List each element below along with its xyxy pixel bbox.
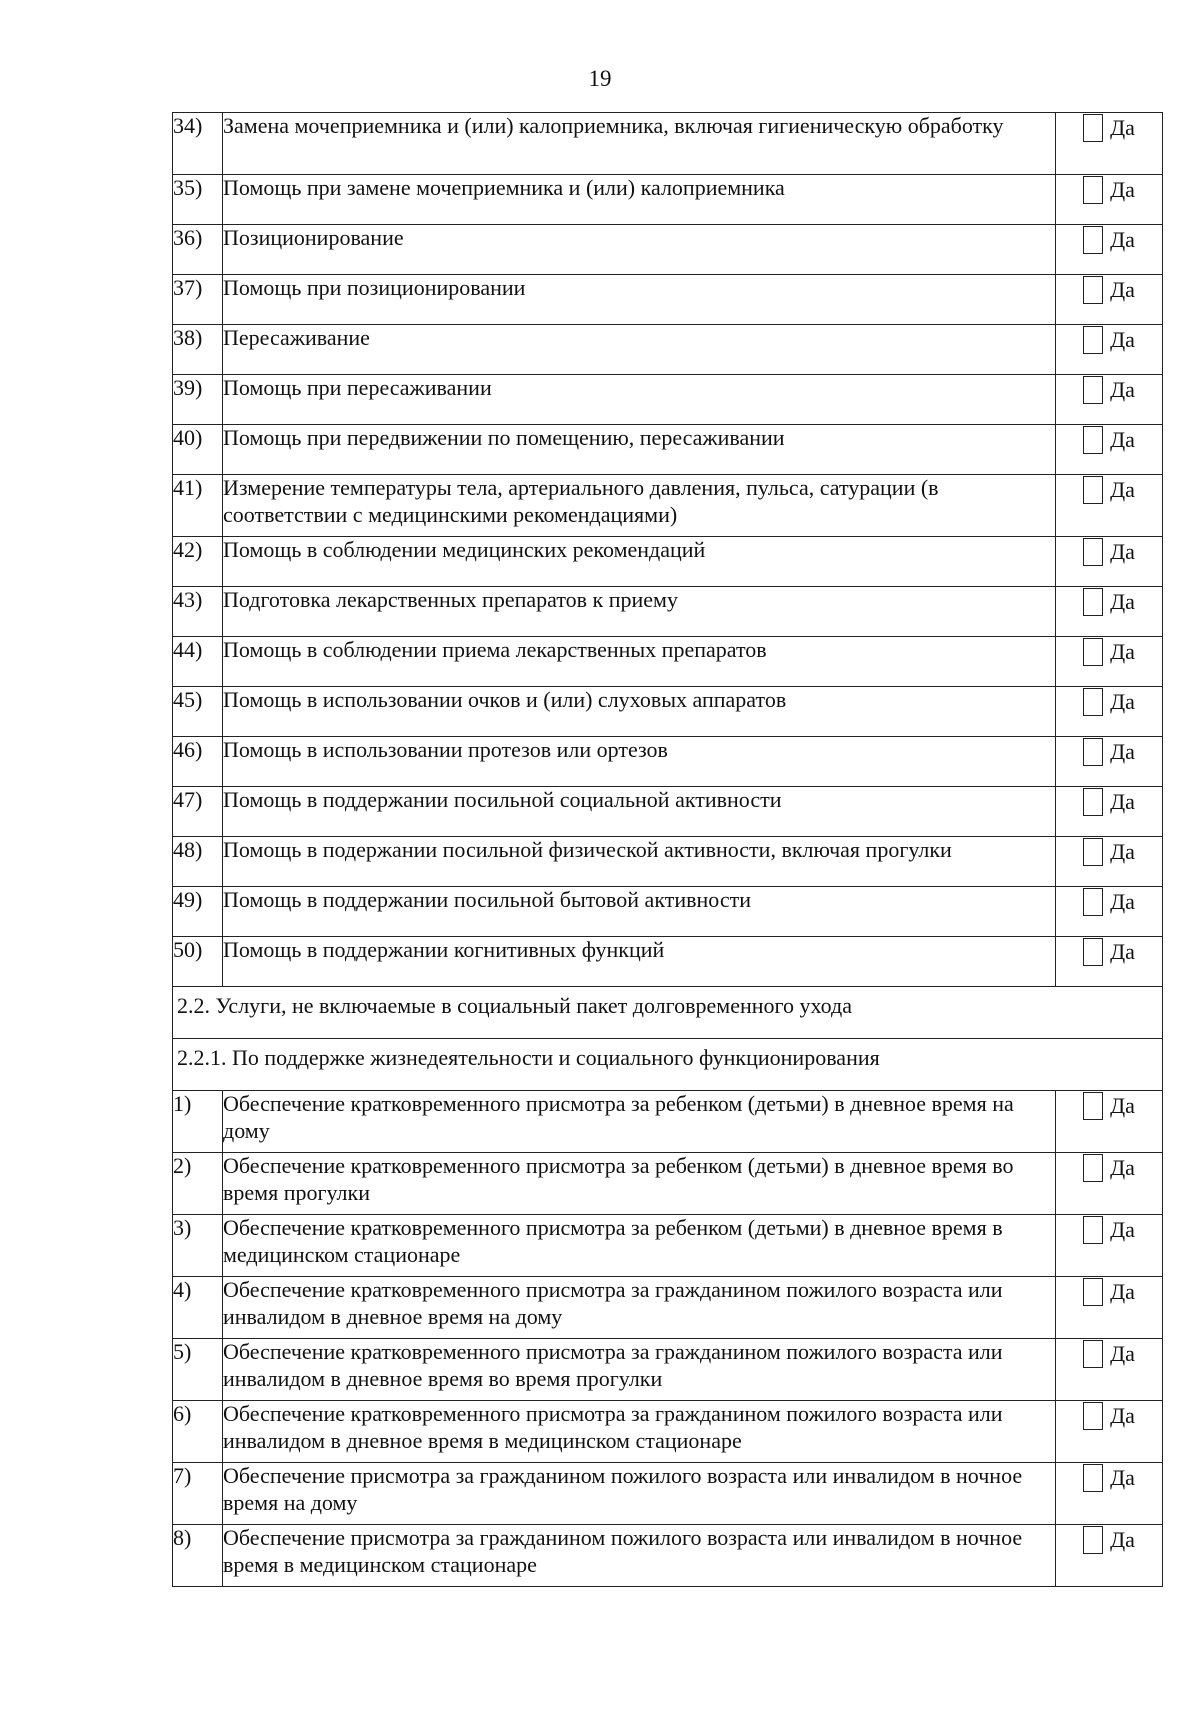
item-number: 36)	[173, 225, 223, 275]
item-number: 3)	[173, 1215, 223, 1277]
table-row	[173, 837, 1163, 887]
yes-label: Да	[1110, 1464, 1135, 1490]
yes-option[interactable]	[1056, 587, 1163, 637]
page-number: 19	[588, 66, 612, 91]
yes-label: Да	[1110, 938, 1135, 964]
item-number: 8)	[173, 1525, 223, 1587]
table-row	[173, 1463, 1163, 1525]
item-number: 34)	[173, 113, 223, 175]
yes-label: Да	[1110, 788, 1135, 814]
yes-option[interactable]	[1056, 225, 1163, 275]
item-text: Измерение температуры тела, артериального давления, пульса, сатурации (в соответствии с медицинскими рекомендациями)	[223, 475, 1056, 537]
item-number: 5)	[173, 1339, 223, 1401]
yes-label: Да	[1110, 376, 1135, 402]
item-number: 35)	[173, 175, 223, 225]
yes-option[interactable]	[1056, 1215, 1163, 1277]
table-row	[173, 375, 1163, 425]
item-text: Помощь в соблюдении медицинских рекомендаций	[223, 537, 1056, 587]
section-row	[173, 1039, 1163, 1091]
item-text: Обеспечение кратковременного присмотра за ребенком (детьми) в дневное время во время прогулки	[223, 1153, 1056, 1215]
yes-label: Да	[1110, 226, 1135, 252]
yes-label: Да	[1110, 1092, 1135, 1118]
yes-label: Да	[1110, 688, 1135, 714]
yes-label: Да	[1110, 1216, 1135, 1242]
item-number: 47)	[173, 787, 223, 837]
checkbox[interactable]	[1083, 114, 1103, 142]
yes-option[interactable]	[1056, 1091, 1163, 1153]
yes-option[interactable]	[1056, 1525, 1163, 1587]
checkbox[interactable]	[1083, 638, 1103, 666]
item-text: Обеспечение присмотра за гражданином пожилого возраста или инвалидом в ночное время в медицинском стационаре	[223, 1525, 1056, 1587]
item-text: Помощь при замене мочеприемника и (или) калоприемника	[223, 175, 1056, 225]
yes-label: Да	[1110, 1526, 1135, 1552]
checkbox[interactable]	[1083, 1526, 1103, 1554]
checkbox[interactable]	[1083, 276, 1103, 304]
item-text: Помощь в поддержании посильной социальной активности	[223, 787, 1056, 837]
yes-option[interactable]	[1056, 887, 1163, 937]
table-row	[173, 1525, 1163, 1587]
yes-label: Да	[1110, 276, 1135, 302]
yes-option[interactable]	[1056, 787, 1163, 837]
checkbox[interactable]	[1083, 1092, 1103, 1120]
item-text: Помощь при пересаживании	[223, 375, 1056, 425]
yes-label: Да	[1110, 838, 1135, 864]
item-number: 41)	[173, 475, 223, 537]
yes-option[interactable]	[1056, 637, 1163, 687]
yes-label: Да	[1110, 638, 1135, 664]
checkbox[interactable]	[1083, 738, 1103, 766]
yes-option[interactable]	[1056, 1153, 1163, 1215]
table-row	[173, 537, 1163, 587]
item-number: 42)	[173, 537, 223, 587]
table-row	[173, 113, 1163, 175]
section-heading-2-2: 2.2. Услуги, не включаемые в социальный пакет долговременного ухода	[173, 987, 1163, 1039]
checkbox[interactable]	[1083, 476, 1103, 504]
item-number: 44)	[173, 637, 223, 687]
yes-option[interactable]	[1056, 737, 1163, 787]
yes-label: Да	[1110, 426, 1135, 452]
item-text: Обеспечение кратковременного присмотра за ребенком (детьми) в дневное время в медицинском стационаре	[223, 1215, 1056, 1277]
checkbox[interactable]	[1083, 1340, 1103, 1368]
table-row	[173, 225, 1163, 275]
checkbox[interactable]	[1083, 1464, 1103, 1492]
yes-option[interactable]	[1056, 1463, 1163, 1525]
item-text: Помощь в использовании протезов или ортезов	[223, 737, 1056, 787]
checkbox[interactable]	[1083, 1278, 1103, 1306]
table-row	[173, 325, 1163, 375]
checkbox[interactable]	[1083, 426, 1103, 454]
checkbox[interactable]	[1083, 538, 1103, 566]
checkbox[interactable]	[1083, 176, 1103, 204]
yes-label: Да	[1110, 476, 1135, 502]
table-row	[173, 1091, 1163, 1153]
item-number: 46)	[173, 737, 223, 787]
yes-label: Да	[1110, 588, 1135, 614]
yes-option[interactable]	[1056, 113, 1163, 175]
checkbox[interactable]	[1083, 588, 1103, 616]
checkbox[interactable]	[1083, 788, 1103, 816]
item-number: 50)	[173, 937, 223, 987]
item-number: 43)	[173, 587, 223, 637]
yes-option[interactable]	[1056, 275, 1163, 325]
item-number: 2)	[173, 1153, 223, 1215]
yes-option[interactable]	[1056, 687, 1163, 737]
checkbox[interactable]	[1083, 326, 1103, 354]
yes-label: Да	[1110, 538, 1135, 564]
table-row	[173, 887, 1163, 937]
services-table	[172, 112, 1163, 1587]
yes-label: Да	[1110, 888, 1135, 914]
yes-option[interactable]	[1056, 1401, 1163, 1463]
checkbox[interactable]	[1083, 1216, 1103, 1244]
yes-label: Да	[1110, 1278, 1135, 1304]
table-row	[173, 1277, 1163, 1339]
yes-option[interactable]	[1056, 1277, 1163, 1339]
item-number: 37)	[173, 275, 223, 325]
table-row	[173, 175, 1163, 225]
yes-option[interactable]	[1056, 475, 1163, 537]
yes-label: Да	[1110, 1340, 1135, 1366]
table-row	[173, 737, 1163, 787]
table-row	[173, 587, 1163, 637]
checkbox[interactable]	[1083, 688, 1103, 716]
yes-option[interactable]	[1056, 175, 1163, 225]
table-row	[173, 687, 1163, 737]
item-text: Замена мочеприемника и (или) калоприемника, включая гигиеническую обработку	[223, 113, 1056, 175]
item-number: 7)	[173, 1463, 223, 1525]
item-number: 1)	[173, 1091, 223, 1153]
table-row	[173, 637, 1163, 687]
yes-label: Да	[1110, 114, 1135, 140]
table-row	[173, 787, 1163, 837]
item-text: Помощь в поддержании посильной бытовой активности	[223, 887, 1056, 937]
item-number: 40)	[173, 425, 223, 475]
yes-option[interactable]	[1056, 425, 1163, 475]
item-number: 6)	[173, 1401, 223, 1463]
table-row	[173, 1401, 1163, 1463]
yes-option[interactable]	[1056, 837, 1163, 887]
item-text: Обеспечение присмотра за гражданином пожилого возраста или инвалидом в ночное время на дому	[223, 1463, 1056, 1525]
item-number: 45)	[173, 687, 223, 737]
item-text: Позиционирование	[223, 225, 1056, 275]
yes-label: Да	[1110, 738, 1135, 764]
item-text: Пересаживание	[223, 325, 1056, 375]
checkbox[interactable]	[1083, 1402, 1103, 1430]
item-text: Помощь в поддержании когнитивных функций	[223, 937, 1056, 987]
yes-option[interactable]	[1056, 537, 1163, 587]
table-row	[173, 1339, 1163, 1401]
item-text: Помощь в соблюдении приема лекарственных препаратов	[223, 637, 1056, 687]
item-number: 49)	[173, 887, 223, 937]
table-row	[173, 1153, 1163, 1215]
item-text: Помощь при позиционировании	[223, 275, 1056, 325]
item-text: Обеспечение кратковременного присмотра за гражданином пожилого возраста или инвалидом в дневное время на дому	[223, 1277, 1056, 1339]
checkbox[interactable]	[1083, 938, 1103, 966]
yes-option[interactable]	[1056, 1339, 1163, 1401]
item-text: Обеспечение кратковременного присмотра за гражданином пожилого возраста или инвалидом в дневное время во время прогулки	[223, 1339, 1056, 1401]
item-text: Подготовка лекарственных препаратов к приему	[223, 587, 1056, 637]
section-row	[173, 987, 1163, 1039]
yes-label: Да	[1110, 1154, 1135, 1180]
checkbox[interactable]	[1083, 888, 1103, 916]
yes-option[interactable]	[1056, 937, 1163, 987]
checkbox[interactable]	[1083, 226, 1103, 254]
yes-option[interactable]	[1056, 375, 1163, 425]
table-row	[173, 1215, 1163, 1277]
item-number: 48)	[173, 837, 223, 887]
checkbox[interactable]	[1083, 376, 1103, 404]
item-text: Обеспечение кратковременного присмотра за гражданином пожилого возраста или инвалидом в дневное время в медицинском стационаре	[223, 1401, 1056, 1463]
item-text: Помощь при передвижении по помещению, пересаживании	[223, 425, 1056, 475]
item-text: Обеспечение кратковременного присмотра за ребенком (детьми) в дневное время на дому	[223, 1091, 1056, 1153]
table-row	[173, 275, 1163, 325]
checkbox[interactable]	[1083, 838, 1103, 866]
item-number: 39)	[173, 375, 223, 425]
section-heading-2-2-1: 2.2.1. По поддержке жизнедеятельности и социального функционирования	[173, 1039, 1163, 1091]
table-row	[173, 425, 1163, 475]
item-number: 38)	[173, 325, 223, 375]
table-row	[173, 475, 1163, 537]
item-number: 4)	[173, 1277, 223, 1339]
item-text: Помощь в использовании очков и (или) слуховых аппаратов	[223, 687, 1056, 737]
yes-label: Да	[1110, 1402, 1135, 1428]
item-text: Помощь в подержании посильной физической активности, включая прогулки	[223, 837, 1056, 887]
yes-label: Да	[1110, 176, 1135, 202]
table-row	[173, 937, 1163, 987]
yes-option[interactable]	[1056, 325, 1163, 375]
checkbox[interactable]	[1083, 1154, 1103, 1182]
yes-label: Да	[1110, 326, 1135, 352]
